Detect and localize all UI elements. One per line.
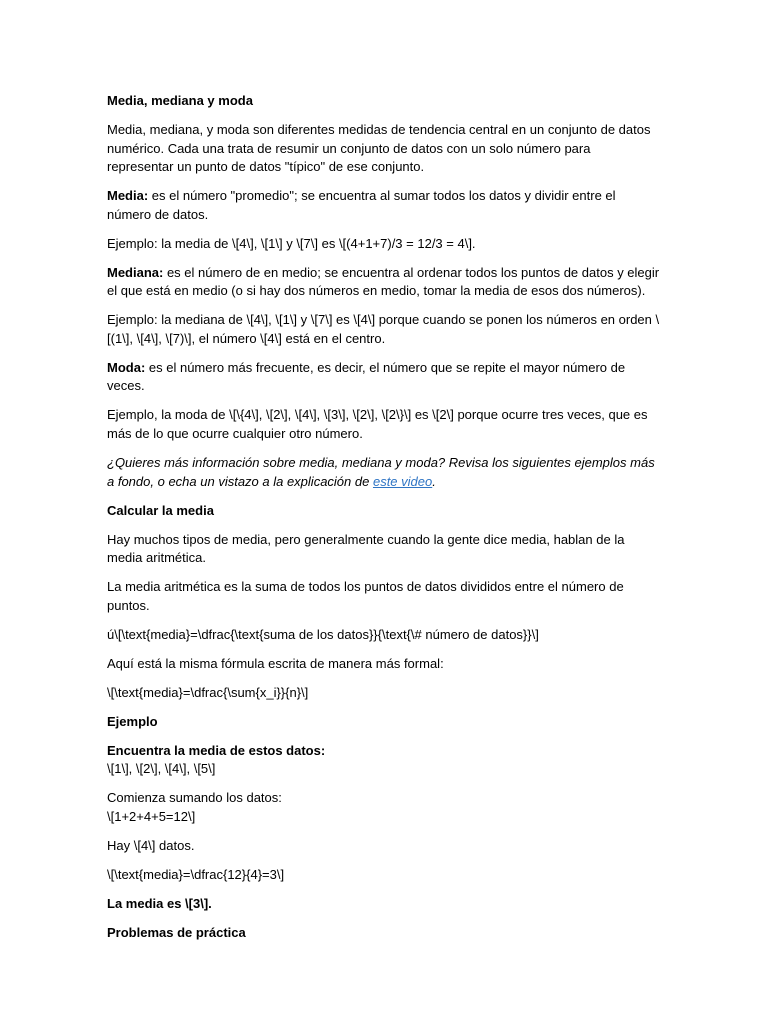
calc-paragraph-2: La media aritmética es la suma de todos los puntos de datos divididos entre el número de puntos. xyxy=(107,579,624,613)
find-mean-label: Encuentra la media de estos datos: xyxy=(107,742,326,758)
example-heading: Ejemplo xyxy=(107,713,158,729)
sum-expression: \[1+2+4+5=12\] xyxy=(107,808,196,824)
calc-paragraph-1: Hay muchos tipos de media, pero generalmente cuando la gente dice media, hablan de la media aritmética. xyxy=(107,531,625,566)
formal-intro: Aquí está la misma fórmula escrita de manera más formal: xyxy=(107,655,444,671)
more-info-paragraph xyxy=(107,454,660,491)
formula-result: \[\text{media}=\dfrac{12}{4}=3\] xyxy=(107,866,285,882)
result-text: La media es \[3\]. xyxy=(107,895,212,911)
start-sum-label: Comienza sumando los datos: xyxy=(107,790,282,806)
moda-def-text: es el número más frecuente, es decir, el número que se repite el mayor número de veces. xyxy=(107,359,626,394)
calc-heading: Calcular la media xyxy=(107,502,214,518)
more-info-end: . xyxy=(432,473,436,489)
media-example: Ejemplo: la media de \[4\], \[1\] y \[7\] es \[(4+1+7)/3 = 12/3 = 4\]. xyxy=(107,235,476,251)
data-values: \[1\], \[2\], \[4\], \[5\] xyxy=(107,761,216,777)
media-definition xyxy=(107,187,660,224)
mediana-definition xyxy=(107,264,660,301)
find-mean-block xyxy=(107,742,660,779)
moda-example: Ejemplo, la moda de \[\{4\], \[2\], \[4\], \[3\], \[2\], \[2\}\] es \[2\] porque ocurre tres veces, que es más de lo que ocurre cualquier otro número. xyxy=(107,407,648,442)
practice-heading: Problemas de práctica xyxy=(107,924,246,940)
intro-paragraph: Media, mediana, y moda son diferentes medidas de tendencia central en un conjunto de datos numérico. Cada una trata de resumir un conjunto de datos con un solo número para representar un punto de datos "típico" de ese conjunto. xyxy=(107,121,651,175)
formula-mean-sum: \[\text{media}=\dfrac{\sum{x_i}}{n}\] xyxy=(107,684,309,700)
mediana-def-text: es el número de en medio; se encuentra al ordenar todos los puntos de datos y elegir el que está en medio (o si hay dos números en medio, tomar la media de esos dos números). xyxy=(107,264,660,299)
sum-block xyxy=(107,789,660,826)
formula-mean-words: ú\[\text{media}=\dfrac{\text{suma de los datos}}{\text{\# número de datos}}\] xyxy=(107,626,539,642)
mediana-example: Ejemplo: la mediana de \[4\], \[1\] y \[7\] es \[4\] porque cuando se ponen los números en orden \[(1\], \[4\], \[7)\], el número \[4\] está en el centro. xyxy=(107,312,660,346)
media-term: Media: xyxy=(107,188,149,204)
more-info-text: ¿Quieres más información sobre media, mediana y moda? Revisa los siguientes ejemplos más a fondo, o echa un vistazo a la explicación de xyxy=(107,455,655,489)
mediana-term: Mediana: xyxy=(107,264,164,280)
doc-title: Media, mediana y moda xyxy=(107,93,253,108)
video-link[interactable]: este video xyxy=(372,473,433,489)
media-def-text: es el número "promedio"; se encuentra al sumar todos los datos y dividir entre el número de datos. xyxy=(107,188,616,222)
moda-definition xyxy=(107,359,660,396)
moda-term: Moda: xyxy=(107,359,146,375)
count-text: Hay \[4\] datos. xyxy=(107,837,195,853)
